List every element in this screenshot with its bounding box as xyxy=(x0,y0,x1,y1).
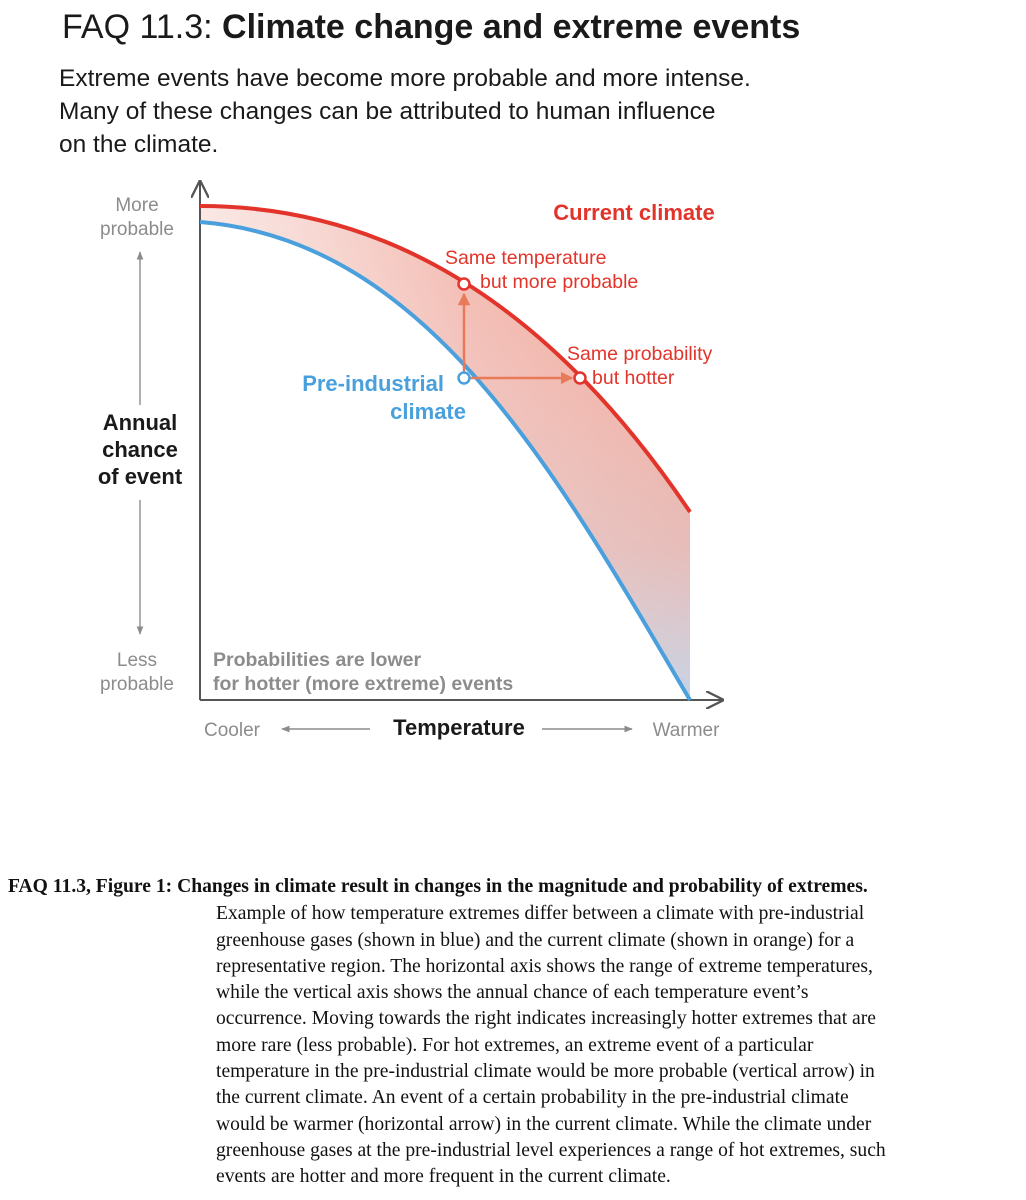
annual-chance-label: Annual xyxy=(102,410,178,435)
cooler-label: Cooler xyxy=(204,720,260,741)
annual-chance-label: of event xyxy=(97,464,183,489)
caption-line: would be warmer (horizontal arrow) in the current climate. While the climate under xyxy=(216,1113,872,1135)
caption-heading: FAQ 11.3, Figure 1: Changes in climate result in changes in the magnitude and probability of extremes. xyxy=(8,876,868,897)
same-probability-point xyxy=(575,373,586,384)
subtitle-line: Many of these changes can be attributed to human influence xyxy=(59,98,716,125)
caption-line: greenhouse gases (shown in blue) and the current climate (shown in orange) for a xyxy=(216,929,855,951)
figure-title xyxy=(62,8,800,47)
caption-line: Example of how temperature extremes differ between a climate with pre-industrial xyxy=(216,903,865,925)
caption-line: representative region. The horizontal axis shows the range of extreme temperatures, xyxy=(216,955,873,977)
temperature-label: Temperature xyxy=(393,715,525,740)
less-probable-label: probable xyxy=(100,674,174,695)
title-main: Climate change and extreme events xyxy=(222,8,801,46)
same-temperature-point xyxy=(459,279,470,290)
current-climate-label: Current climate xyxy=(553,200,715,225)
preindustrial-point xyxy=(459,373,470,384)
subtitle-line: on the climate. xyxy=(59,131,219,158)
caption-line: while the vertical axis shows the annual chance of each temperature event’s xyxy=(216,982,809,1004)
less-probable-label: Less xyxy=(116,650,158,671)
figure-caption xyxy=(8,874,1013,1191)
probability-note: for hotter (more extreme) events xyxy=(213,673,514,695)
title-prefix: FAQ 11.3: xyxy=(62,8,213,46)
caption-line: occurrence. Moving towards the right indicates increasingly hotter extremes that are xyxy=(216,1008,876,1030)
more-probable-label: probable xyxy=(100,219,174,240)
same-probability-label: Same probability xyxy=(567,343,713,365)
probability-note: Probabilities are lower xyxy=(213,649,422,671)
preindustrial-label: Pre-industrial xyxy=(302,371,444,396)
subtitle xyxy=(59,62,859,161)
caption-body xyxy=(216,901,1013,1190)
preindustrial-label: climate xyxy=(390,399,466,424)
annual-chance-label: chance xyxy=(102,437,178,462)
caption-line: events are hotter and more frequent in the current climate. xyxy=(216,1166,671,1188)
caption-line: the current climate. An event of a certain probability in the pre-industrial climate xyxy=(216,1087,849,1109)
caption-line: more rare (less probable). For hot extremes, an extreme event of a particular xyxy=(216,1034,814,1056)
subtitle-line: Extreme events have become more probable and more intense. xyxy=(59,65,751,92)
climate-extremes-diagram xyxy=(0,160,1026,760)
more-probable-label: More xyxy=(115,195,159,216)
caption-line: temperature in the pre-industrial climate would be more probable (vertical arrow) in xyxy=(216,1061,875,1083)
same-probability-label: but hotter xyxy=(592,367,675,389)
warmer-label: Warmer xyxy=(652,720,720,741)
same-temperature-label: Same temperature xyxy=(445,247,607,269)
same-temperature-label: but more probable xyxy=(480,271,639,293)
caption-line: greenhouse gases at the pre-industrial level experiences a range of hot extremes, such xyxy=(216,1139,886,1161)
